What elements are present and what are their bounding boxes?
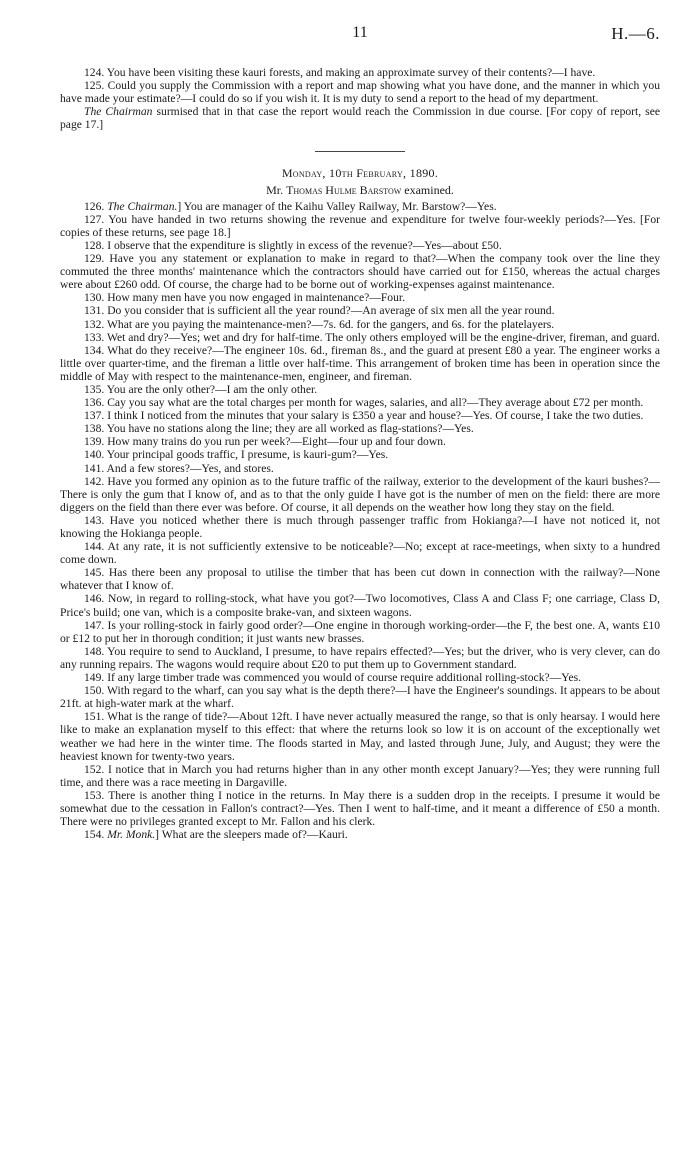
document-body (60, 66, 660, 841)
question-paragraph: 144. At any rate, it is not sufficiently extensive to be noticeable?—No; except at race-meetings, when sixty to a hundred come down. (60, 540, 660, 567)
question-paragraph: 129. Have you any statement or explanation to make in regard to that?—When the company took over the line they commuted the three months' maintenance which the contractors should have carried out for £150, whereas the actual charges were about £260 odd. Of course, the charge had to be borne out of working-expenses against maintenance. (60, 252, 660, 292)
witness-heading: Mr. Thomas Hulme Barstow examined. (266, 182, 454, 197)
hearing-date: Monday, 10th February, 1890. (281, 166, 439, 181)
question-paragraph: 154. Mr. Monk.] What are the sleepers made of?—Kauri. (84, 828, 348, 842)
paragraph: The Chairman surmised that in that case the report would reach the Commission in due course. [For copy of report, see page 17.] (60, 105, 660, 132)
question-paragraph: 134. What do they receive?—The engineer 10s. 6d., fireman 8s., and the guard at present £80 a year. The engineer works a little over quarter-time, and the fireman a little over half-time. This arrangement of broken time has been in operation since the middle of May with respect to the maintenance-men, engineer, and fireman. (60, 343, 660, 383)
page-reference: H.—6. (611, 24, 660, 43)
question-paragraph: 152. I notice that in March you had returns higher than in any other month except January?—Yes; they were running full time, and there was a race meeting in Dargaville. (60, 762, 660, 789)
question-paragraph: 146. Now, in regard to rolling-stock, what have you got?—Two locomotives, Class A and Class F; one carriage, Class D, Price's build; one van, which is a composite brake-van, and sixteen wagons. (60, 592, 660, 619)
question-paragraph: 127. You have handed in two returns showing the revenue and expenditure for twelve four-weekly periods?—Yes. [For copies of these returns, see page 18.] (60, 212, 660, 239)
question-paragraph: 130. How many men have you now engaged in maintenance?—Four. (84, 291, 406, 305)
question-paragraph: 128. I observe that the expenditure is slightly in excess of the revenue?—Yes—about £50. (84, 238, 502, 252)
question-paragraph: 150. With regard to the wharf, can you say what is the depth there?—I have the Engineer's soundings. It appears to be about 21ft. at high-water mark at the wharf. (60, 684, 660, 711)
question-paragraph: 142. Have you formed any opinion as to the future traffic of the railway, exterior to the development of the kauri bushes?—There is only the gum that I know of, and as to that the only guide I have got is the number of men on the field: there are more diggers on the field than there ever was before. Of course, it all depends on the weather how long they stay on the field. (60, 474, 660, 514)
question-paragraph: 126. The Chairman.] You are manager of the Kaihu Valley Railway, Mr. Barstow?—Yes. (84, 199, 497, 213)
question-paragraph: 132. What are you paying the maintenance-men?—7s. 6d. for the gangers, and 6s. for the platelayers. (84, 317, 555, 331)
section-divider (315, 151, 405, 152)
question-paragraph: 139. How many trains do you run per week?—Eight—four up and four down. (84, 435, 446, 449)
page-header (60, 24, 660, 50)
question-list (60, 200, 660, 842)
question-paragraph: 151. What is the range of tide?—About 12ft. I have never actually measured the range, so that is only hearsay. I would here like to make an explanation myself to this effect: that where the returns look so low it is on account of the exceptionally wet weather we had here in the winter time. The floods started in May, and lasted through June, July, and August; they were the heaviest known for twenty-two years. (60, 710, 660, 763)
speaker-name: Mr. Monk. (107, 828, 156, 842)
question-paragraph: 137. I think I noticed from the minutes that your salary is £350 a year and house?—Yes. Of course, I take the two duties. (84, 409, 644, 423)
speaker-name: The Chairman. (107, 199, 178, 213)
question-paragraph: 138. You have no stations along the line; they are all worked as flag-stations?—Yes. (84, 422, 474, 436)
question-paragraph: 141. And a few stores?—Yes, and stores. (84, 461, 274, 475)
paragraph: 125. Could you supply the Commission with a report and map showing what you have done, and the manner in which you have made your estimate?—I could do so if you wish it. It is my duty to send a report to the head of my department. (60, 79, 660, 106)
page-number: 11 (352, 24, 368, 41)
question-paragraph: 136. Cay you say what are the total charges per month for wages, salaries, and all?—They average about £72 per month. (84, 396, 644, 410)
question-paragraph: 143. Have you noticed whether there is much through passenger traffic from Hokianga?—I have not noticed it, not knowing the Hokianga people. (60, 513, 660, 540)
question-paragraph: 149. If any large timber trade was commenced you would of course require additional rolling-stock?—Yes. (84, 671, 582, 685)
question-paragraph: 133. Wet and dry?—Yes; wet and dry for half-time. The only others employed will be the engine-driver, fireman, and guard. (84, 330, 660, 344)
paragraph: 124. You have been visiting these kauri forests, and making an approximate survey of their contents?—I have. (84, 66, 596, 79)
question-paragraph: 145. Has there been any proposal to utilise the timber that has been cut down in connection with the railway?—None whatever that I know of. (60, 566, 660, 593)
question-paragraph: 131. Do you consider that is sufficient all the year round?—An average of six men all the year round. (84, 304, 555, 318)
question-paragraph: 153. There is another thing I notice in the returns. In May there is a sudden drop in the receipts. I presume it would be somewhat due to the cessation in Fallon's contract?—Yes. Then I went to half-time, and it meant a difference of £50 a month. There were no privileges granted except to Mr. Fallon and his clerk. (60, 788, 660, 829)
question-paragraph: 148. You require to send to Auckland, I presume, to have repairs effected?—Yes; but the driver, who is very clever, can do any running repairs. The wagons would require about £20 to put them up to Government standard. (60, 644, 660, 671)
question-paragraph: 140. Your principal goods traffic, I presume, is kauri-gum?—Yes. (84, 448, 389, 462)
question-paragraph: 147. Is your rolling-stock in fairly good order?—One engine in thorough working-order—the F, the best one. A, wants £10 or £12 to put her in thorough condition; it just wants new brasses. (60, 618, 660, 645)
speaker-name: The Chairman (84, 105, 153, 119)
question-paragraph: 135. You are the only other?—I am the only other. (84, 382, 318, 396)
witness-name: Thomas Hulme Barstow (286, 182, 402, 197)
